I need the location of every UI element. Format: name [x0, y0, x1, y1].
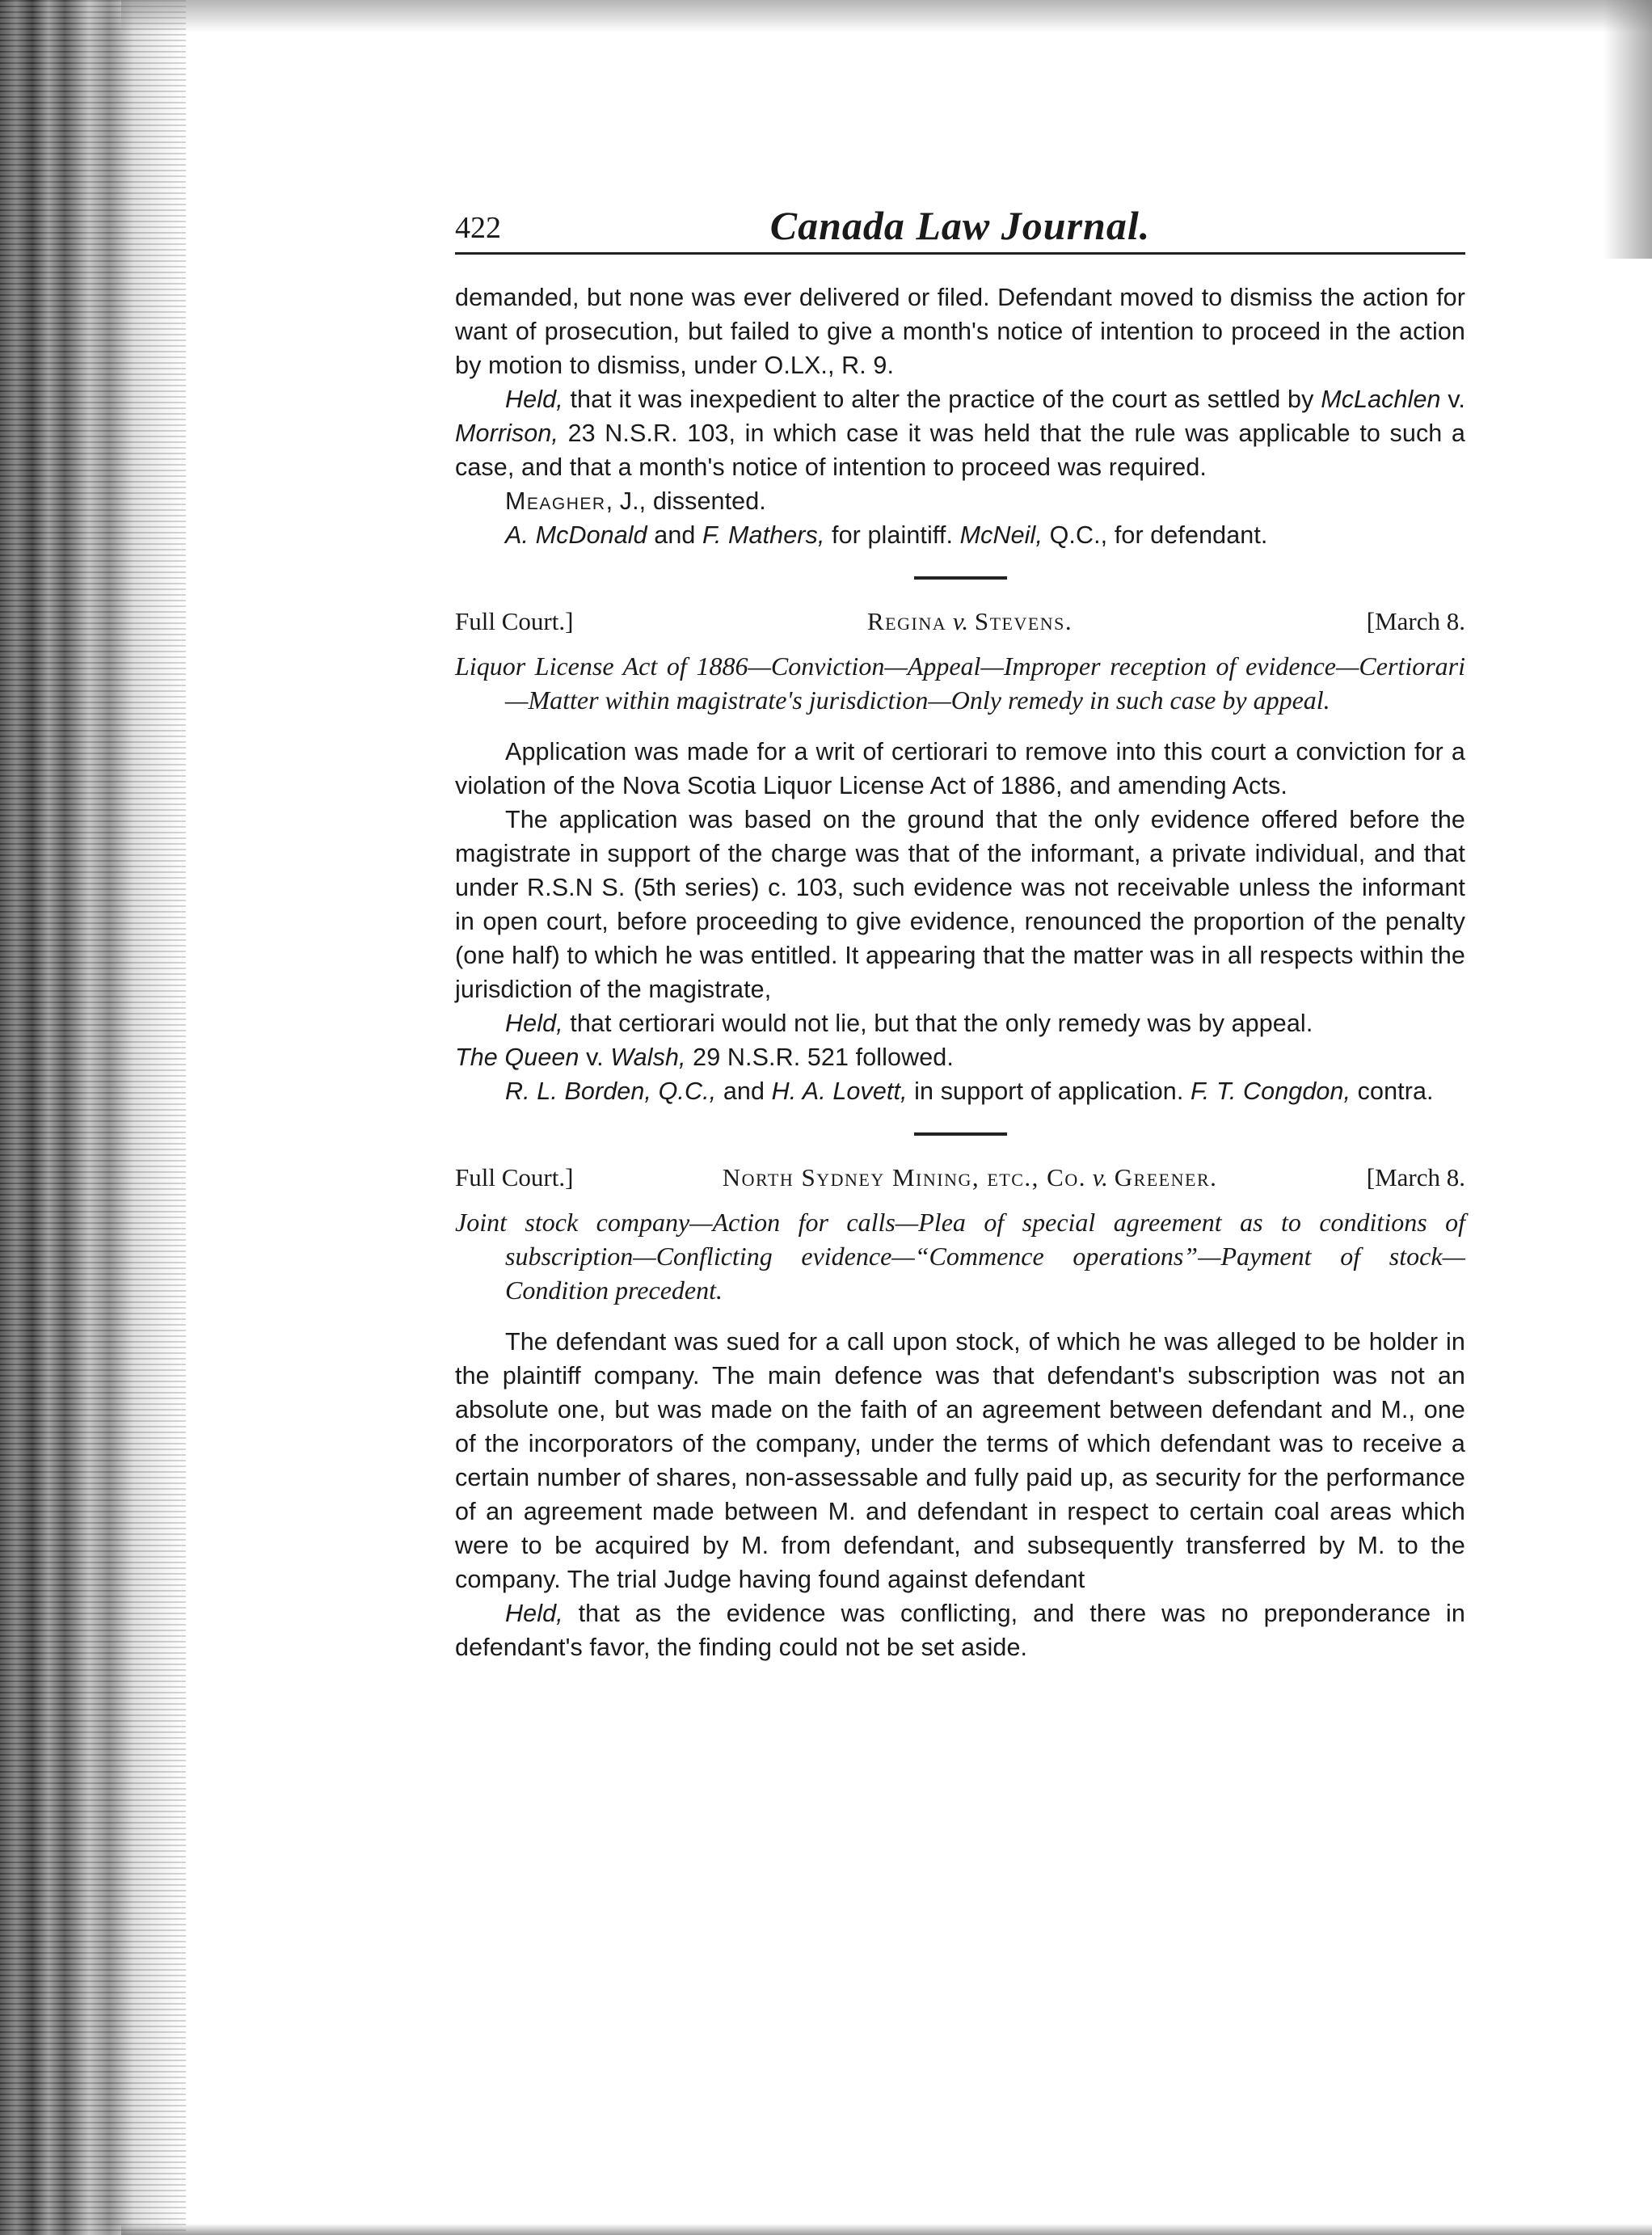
case-party: North Sydney Mining, etc., Co.: [722, 1163, 1086, 1191]
counsel-text: in support of application.: [907, 1077, 1191, 1105]
case-heading-row: [455, 607, 1465, 636]
section-divider: [914, 1132, 1007, 1136]
case-party: Stevens.: [974, 607, 1073, 635]
dissent-text: , J., dissented.: [605, 487, 766, 515]
held-text: that it was inexpedient to alter the practice of the court as settled by: [563, 386, 1321, 413]
book-binding-shadow: [0, 0, 186, 2235]
versus: v.: [946, 607, 975, 635]
page-top-edge: [121, 0, 1652, 32]
section-divider: [914, 576, 1007, 580]
page-right-edge: [1604, 0, 1652, 259]
journal-title: Canada Law Journal.: [769, 203, 1151, 248]
case-headnote: Liquor License Act of 1886—Conviction—Appeal—Improper reception of evidence—Certiorari—Matter within magistrate's jurisdiction—Only remedy in such case by appeal.: [455, 652, 1465, 715]
counsel-paragraph: [455, 1074, 1465, 1108]
citation-paragraph: [455, 1040, 1465, 1074]
held-label: Held,: [505, 1600, 563, 1627]
held-label: Held,: [505, 1010, 563, 1037]
counsel-name: H. A. Lovett,: [771, 1077, 908, 1105]
body-paragraph: Application was made for a writ of certiorari to remove into this court a conviction for a violation of the Nova Scotia Liquor License Act of 1886, and amending Acts.: [455, 738, 1465, 799]
body-paragraph: The application was based on the ground that the only evidence offered before the magistrate in support of the charge was that of the informant, a private individual, and that under R.S.N S. (5th series) c. 103, such evidence was not receivable unless the informant in open court, before proceeding to give evidence, renounced the proportion of the penalty (one half) to which he was entitled. It appearing that the matter was in all respects within the jurisdiction of the magistrate,: [455, 806, 1465, 1003]
page-number: 422: [455, 211, 501, 245]
counsel-name: A. McDonald: [505, 521, 647, 549]
counsel-text: for plaintiff.: [824, 521, 960, 549]
counsel-text: and: [647, 521, 703, 549]
case-party: Regina: [867, 607, 947, 635]
court-label: Full Court.]: [455, 1163, 574, 1191]
counsel-name: McNeil,: [959, 521, 1043, 549]
counsel-name: R. L. Borden, Q.C.,: [505, 1077, 717, 1105]
case-title: [867, 607, 1073, 636]
running-header: [455, 202, 1465, 255]
counsel-text: contra.: [1351, 1077, 1434, 1105]
court-label: Full Court.]: [455, 607, 574, 635]
counsel-text: and: [716, 1077, 772, 1105]
held-text: that certiorari would not lie, but that the only remedy was by appeal.: [563, 1010, 1313, 1037]
body-paragraph: The defendant was sued for a call upon stock, of which he was alleged to be holder in the plaintiff company. The main defence was that defendant's subscription was not an absolute one, but was made on the faith of an agreement between defendant and M., one of the incorporators of the company, under the terms of which defendant was to receive a certain number of shares, non-assessable and fully paid up, as security for the performance of an agreement made between M. and defendant in respect to certain coal areas which were to be acquired by M. from defendant, and subsequently transferred by M. to the company. The trial Judge having found against defendant: [455, 1328, 1465, 1593]
held-paragraph: [455, 1596, 1465, 1664]
held-label: Held,: [505, 386, 563, 413]
versus: v.: [1440, 386, 1466, 413]
counsel-name: F. Mathers,: [702, 521, 825, 549]
case-date: [March 8.: [1366, 1163, 1465, 1191]
held-paragraph: [455, 382, 1465, 484]
case-party: The Queen: [455, 1044, 579, 1071]
counsel-name: F. T. Congdon,: [1191, 1077, 1351, 1105]
case-party: Morrison,: [455, 420, 559, 447]
case-title: [723, 1163, 1218, 1192]
case-heading-row: [455, 1163, 1465, 1192]
held-text: that as the evidence was conflicting, and there was no preponderance in defendant's favor, the finding could not be set aside.: [455, 1600, 1465, 1661]
case-party: Greener.: [1114, 1163, 1218, 1191]
page-bottom-edge: [121, 2224, 1652, 2235]
versus: v.: [1085, 1163, 1115, 1191]
citation-text: 29 N.S.R. 521 followed.: [685, 1044, 954, 1071]
case-headnote: Joint stock company—Action for calls—Plea of special agreement as to conditions of subscription—Conflicting evidence—“Commence operations”—Payment of stock—Condition precedent.: [455, 1208, 1465, 1305]
case-date: [March 8.: [1366, 607, 1465, 635]
versus: v.: [579, 1044, 611, 1071]
dissent-paragraph: [455, 484, 1465, 518]
case-party: McLachlen: [1321, 386, 1441, 413]
held-text: 23 N.S.R. 103, in which case it was held that the rule was applicable to such a case, and that a month's notice of intention to proceed was required.: [455, 420, 1465, 481]
held-paragraph: [455, 1006, 1465, 1040]
judge-name: Meagher: [505, 487, 606, 515]
case-party: Walsh,: [610, 1044, 686, 1071]
counsel-paragraph: [455, 518, 1465, 552]
paragraph-continued: demanded, but none was ever delivered or filed. Defendant moved to dismiss the action for want of prosecution, but failed to give a month's notice of intention to proceed in the action by motion to dismiss, under O.LX., R. 9.: [455, 284, 1465, 379]
counsel-text: Q.C., for defendant.: [1043, 521, 1268, 549]
page-body: [455, 202, 1465, 1664]
